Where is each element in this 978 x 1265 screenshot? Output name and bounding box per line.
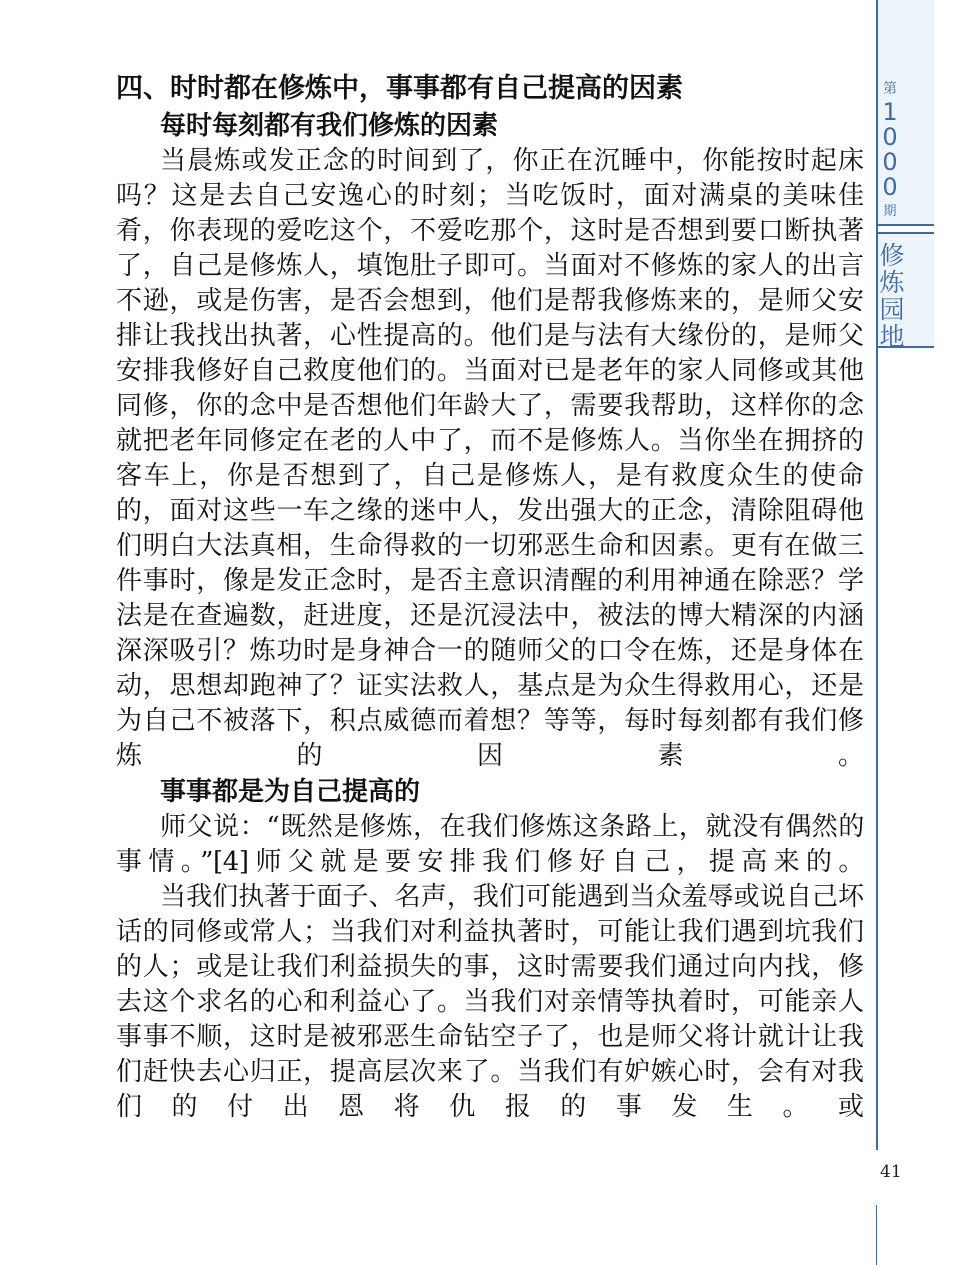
paragraph-1: 当晨炼或发正念的时间到了，你正在沉睡中，你能按时起床吗？这是去自己安逸心的时刻；当吃饭时，面对满桌的美味佳肴，你表现的爱吃这个，不爱吃那个，这时是否想到要口断执著了，自己是修炼人，填饱肚子即可。当面对不修炼的家人的出言不逊，或是伤害，是否会想到，他们是帮我修炼来的，是师父安排让我找出执著，心性提高的。他们是与法有大缘份的，是师父安排我修好自己救度他们的。当面对已是老年的家人同修或其他同修，你的念中是否想他们年龄大了，需要我帮助，这样你的念就把老年同修定在老的人中了，而不是修炼人。当你坐在拥挤的客车上，你是否想到了，自己是修炼人，是有救度众生的使命的，面对这些一车之缘的迷中人，发出强大的正念，清除阻碍他们明白大法真相，生命得救的一切邪恶生命和因素。更有在做三件事时，像是发正念时，是否主意识清醒的利用神通在除恶？学法是在查遍数，赶进度，还是沉浸法中，被法的博大精深的内涵深深吸引？炼功时是身神合一的随师父的口令在炼，还是身体在动，思想却跑神了？证实法救人，基点是为众生得救用心，还是为自己不被落下，积点威德而着想？等等，每时每刻都有我们修炼的因素。: [116, 146, 864, 771]
side-divider-line-bottom: [876, 1205, 877, 1265]
subheading-1: 每时每刻都有我们修炼的因素: [160, 111, 499, 141]
article-body: [116, 70, 864, 1125]
issue-number: [878, 100, 902, 200]
paragraph-3: 当我们执著于面子、名声，我们可能遇到当众羞辱或说自己坏话的同修或常人；当我们对利益执著时，可能让我们遇到坑我们的人；或是让我们利益损失的事，这时需要我们通过向内找，修去这个求名的心和利益心了。当我们对亲情等执着时，可能亲人事事不顺，这时是被邪恶生命钻空子了，也是师父将计就计让我们赶快去心归正，提高层次来了。当我们有妒嫉心时，会有对我们的付出恩将仇报的事发生。或: [116, 882, 864, 1122]
issue-label: [878, 0, 934, 226]
issue-number-digits: 1000: [882, 98, 898, 201]
section-label: [878, 232, 934, 351]
section-name: 修炼园地: [879, 241, 905, 351]
section-heading: 四、时时都在修炼中，事事都有自己提高的因素: [116, 73, 683, 104]
issue-suffix: 期: [883, 204, 897, 219]
paragraph-2: 师父说：“既然是修炼，在我们修炼这条路上，就没有偶然的事情。”[4]师父就是要安排我们修好自己，提高来的。: [116, 812, 864, 877]
page-number: 41: [880, 1162, 902, 1182]
subheading-2: 事事都是为自己提高的: [160, 777, 421, 807]
issue-prefix: 第: [883, 81, 897, 97]
